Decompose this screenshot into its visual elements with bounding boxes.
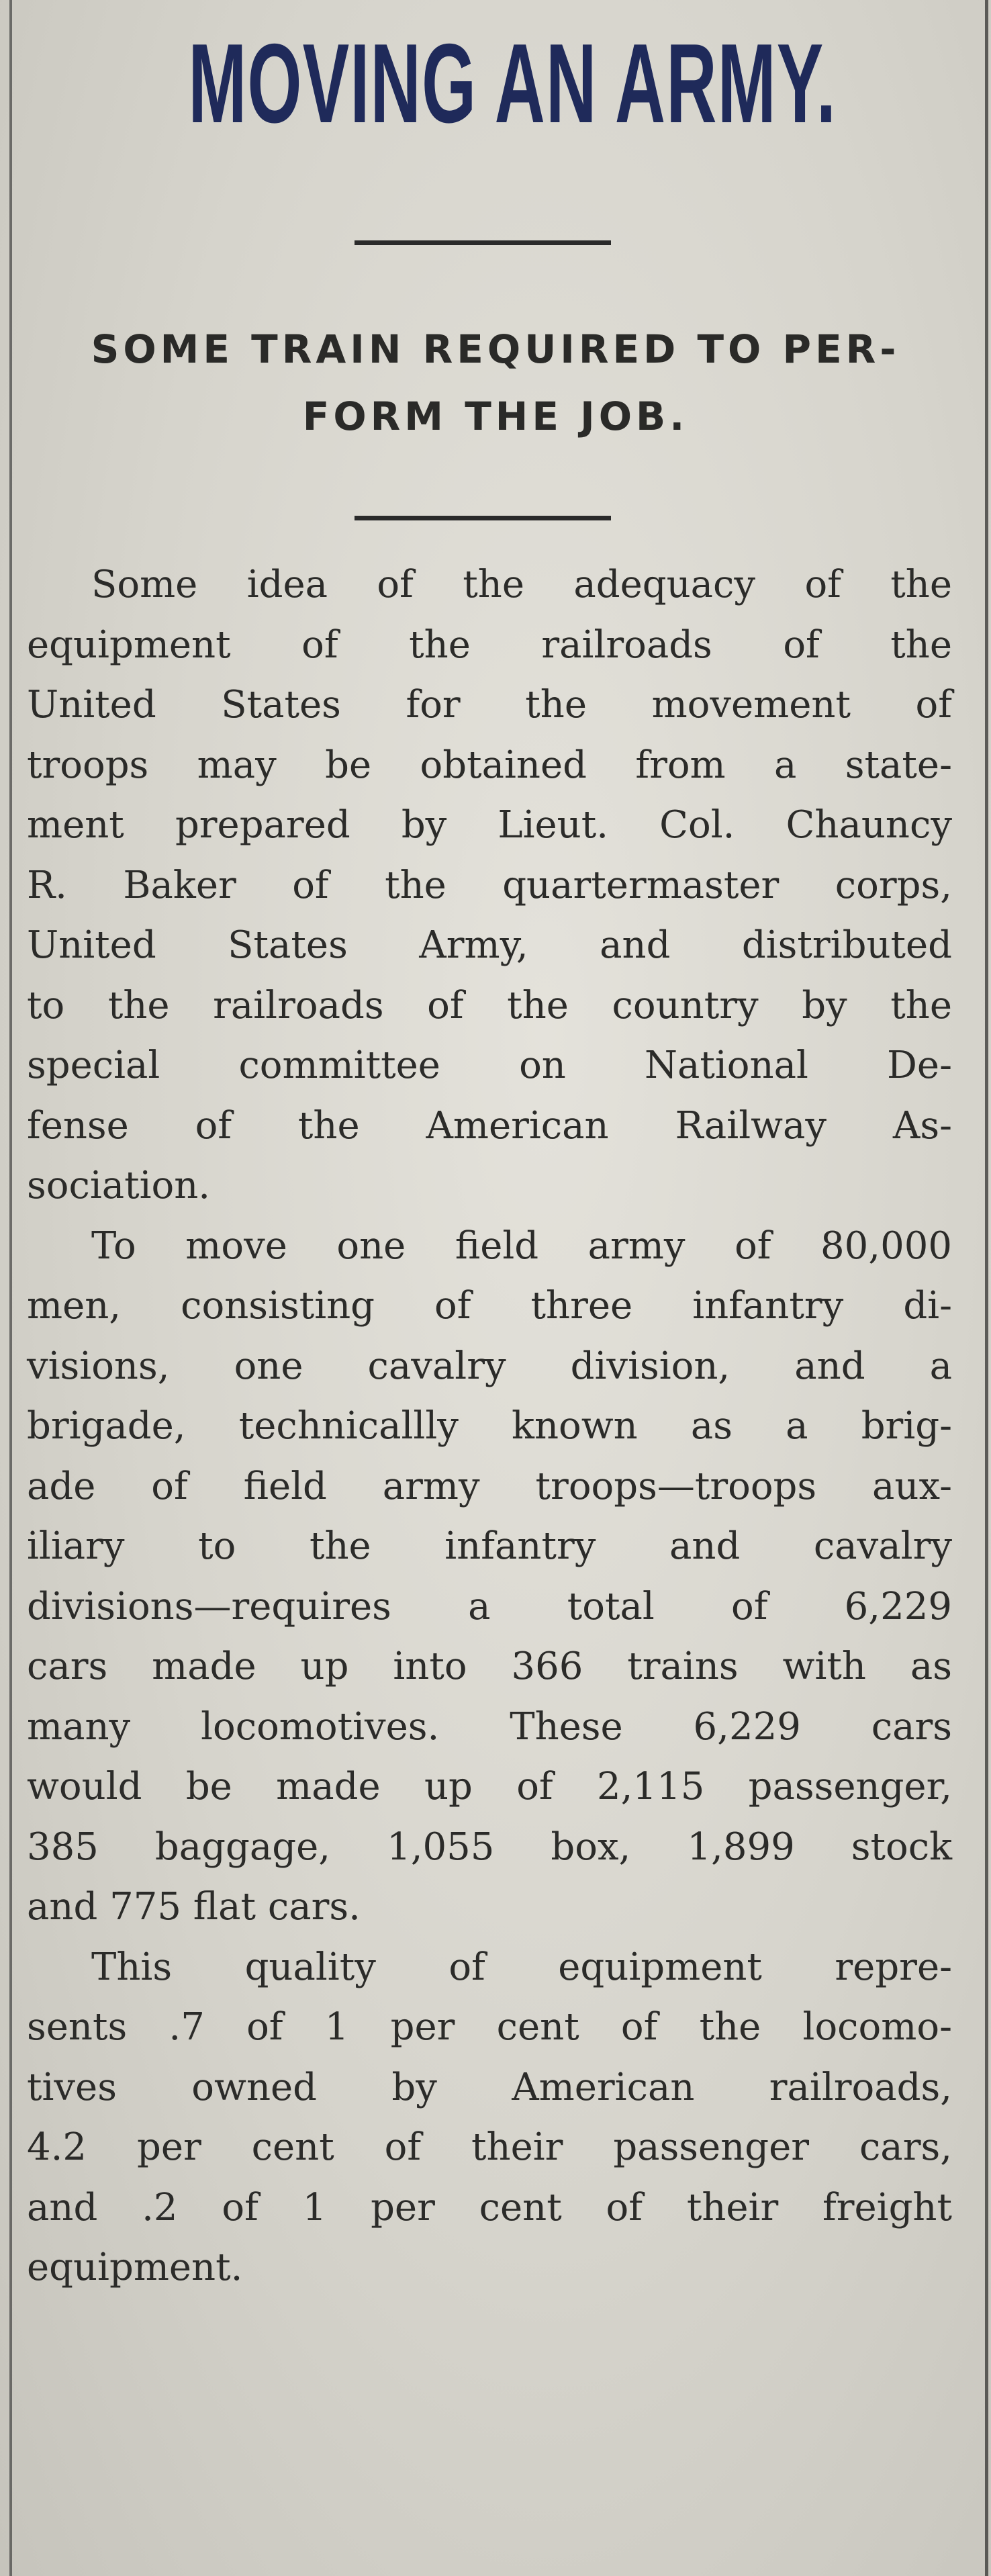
- body-line: iliary to the infantry and cavalry: [27, 1524, 952, 1568]
- body-line: troops may be obtained from a state-: [27, 743, 952, 787]
- body-line: brigade, technicallly known as a brig-: [27, 1404, 952, 1448]
- body-line: This quality of equipment repre-: [91, 1945, 952, 1989]
- body-line: men, consisting of three infantry di-: [27, 1284, 952, 1328]
- body-line: special committee on National De-: [27, 1044, 952, 1087]
- body-line: 4.2 per cent of their passenger cars,: [27, 2125, 952, 2169]
- body-line: divisions—requires a total of 6,229: [27, 1584, 952, 1628]
- body-line: Some idea of the adequacy of the: [91, 563, 952, 606]
- body-line: many locomotives. These 6,229 cars: [27, 1704, 952, 1749]
- subhead-line: SOME TRAIN REQUIRED TO PER-: [91, 326, 900, 372]
- body-line: sociation.: [27, 1164, 211, 1207]
- subhead-line: FORM THE JOB.: [302, 394, 689, 439]
- body-line: ment prepared by Lieut. Col. Chauncy: [27, 803, 952, 847]
- body-line: fense of the American Railway As-: [27, 1103, 952, 1148]
- body-line: to the railroads of the country by the: [27, 983, 952, 1027]
- body-line: and 775 flat cars.: [27, 1885, 361, 1929]
- divider-rule-top: [355, 240, 611, 245]
- body-line: sents .7 of 1 per cent of the locomo-: [27, 2005, 952, 2049]
- body-line: cars made up into 366 trains with as: [27, 1645, 952, 1688]
- body-line: tives owned by American railroads,: [27, 2065, 952, 2109]
- body-line: United States for the movement of: [27, 683, 952, 727]
- body-line: and .2 of 1 per cent of their freight: [27, 2185, 952, 2229]
- body-line: would be made up of 2,115 passenger,: [27, 1765, 952, 1808]
- body-line: ade of field army troops—troops aux-: [27, 1464, 952, 1508]
- body-line: visions, one cavalry division, and a: [27, 1344, 952, 1388]
- divider-rule-bottom: [355, 516, 611, 520]
- body-line: United States Army, and distributed: [27, 923, 952, 967]
- headline: MOVING AN ARMY.: [188, 20, 837, 146]
- body-line: equipment of the railroads of the: [27, 623, 952, 667]
- body-line: 385 baggage, 1,055 box, 1,899 stock: [27, 1825, 952, 1869]
- article-body: [27, 555, 952, 2298]
- body-line: To move one field army of 80,000: [91, 1224, 952, 1268]
- body-line: equipment.: [27, 2246, 243, 2289]
- subhead: [0, 316, 991, 450]
- body-line: R. Baker of the quartermaster corps,: [27, 863, 952, 907]
